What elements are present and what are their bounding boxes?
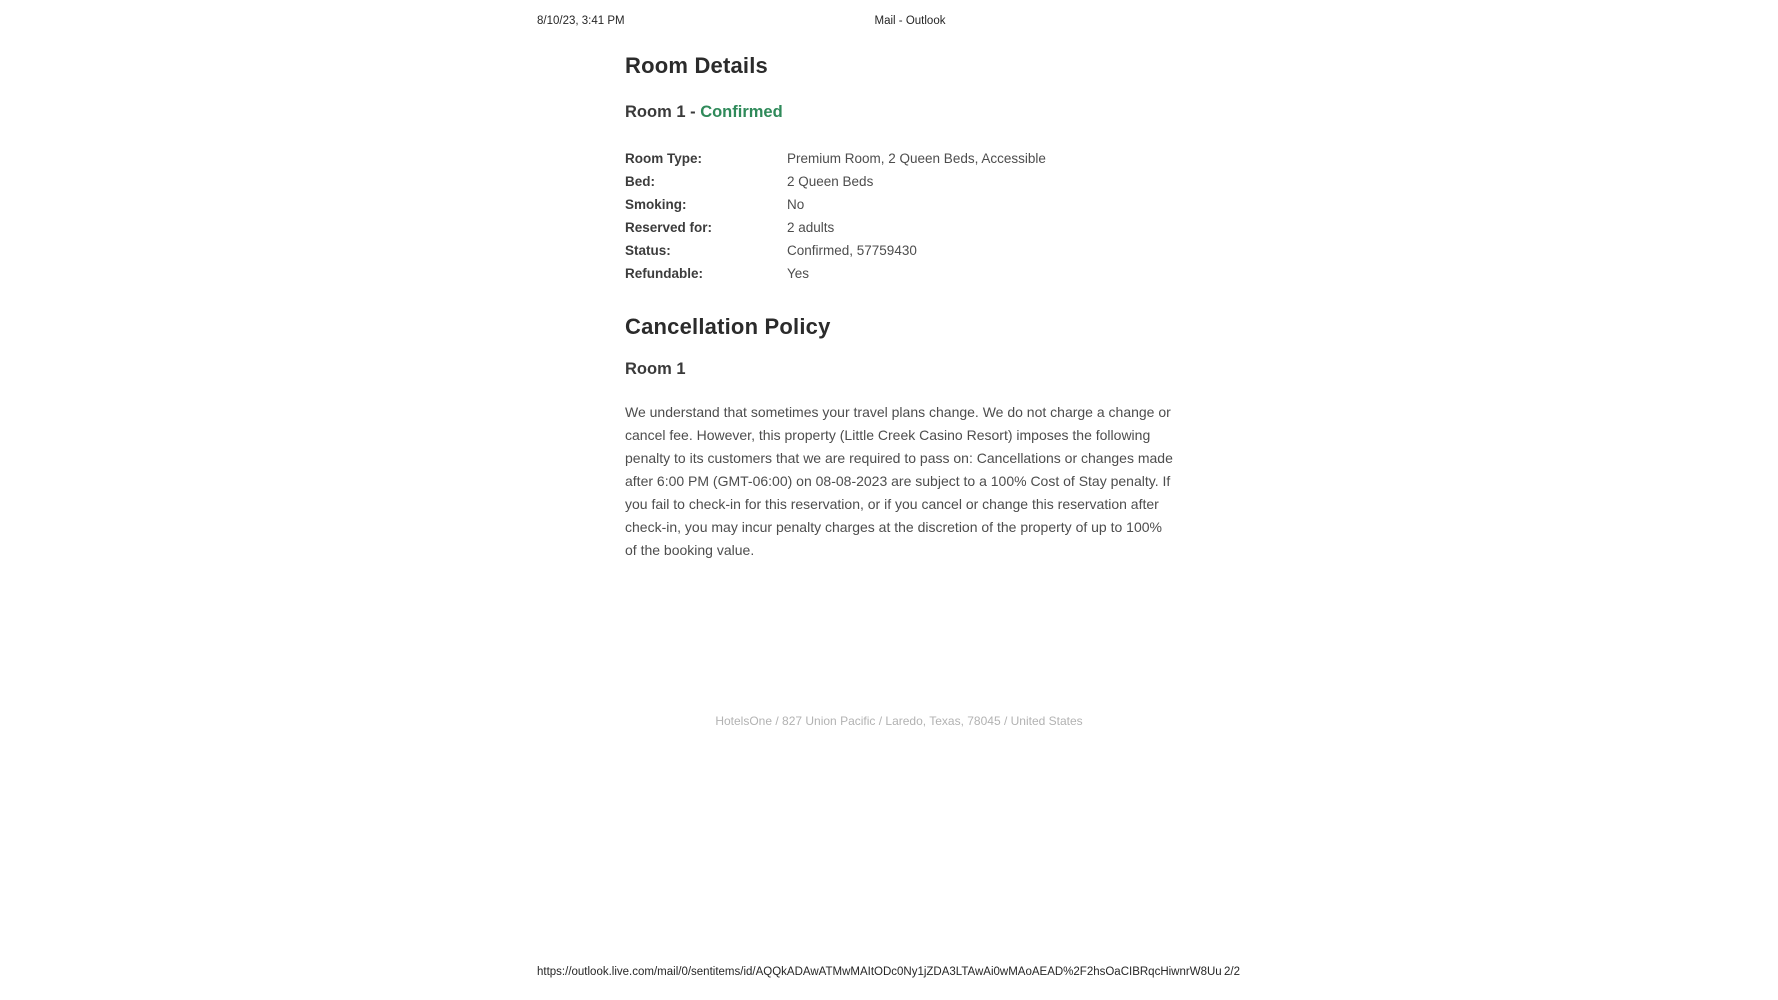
cancellation-policy-text: We understand that sometimes your travel plans change. We do not charge a change or cancel fee. However, this property (Little Creek Casino Resort) imposes the following penalty to its customers that we are required to pass on: Cancellations or changes made after 6:00 PM (GMT-06:00) on 08-08-2023 are subject to a 100% Cost of Stay penalty. If you fail to check-in for this reservation, or if you cancel or change this reservation after check-in, you may incur penalty charges at the discretion of the property of up to 100% of the booking value. (625, 404, 1173, 558)
table-row (625, 239, 1173, 262)
table-row (625, 147, 1173, 170)
room-status-heading-label: Room 1 - (625, 103, 696, 121)
field-label: Room Type: (625, 151, 702, 166)
cancellation-policy-heading: Cancellation Policy (625, 314, 831, 339)
cancellation-room-subheading: Room 1 (625, 360, 686, 378)
field-value: 2 adults (787, 220, 835, 235)
field-value: 2 Queen Beds (787, 174, 874, 189)
hotel-address-footer: HotelsOne / 827 Union Pacific / Laredo, Texas, 78045 / United States (715, 714, 1083, 728)
table-row (625, 193, 1173, 216)
field-label: Refundable: (625, 266, 704, 281)
field-value: Yes (787, 266, 810, 281)
field-value: No (787, 197, 805, 212)
field-value: Premium Room, 2 Queen Beds, Accessible (787, 151, 1046, 166)
table-row (625, 262, 1173, 285)
room-status-confirmed-text: Confirmed (700, 103, 783, 121)
room-status-heading (625, 103, 783, 122)
field-label: Reserved for: (625, 220, 713, 235)
field-value: Confirmed, 57759430 (787, 243, 917, 258)
field-label: Status: (625, 243, 671, 258)
room-details-heading: Room Details (625, 53, 768, 78)
print-header-datetime: 8/10/23, 3:41 PM (537, 15, 625, 27)
room-details-table (625, 147, 1173, 285)
field-label: Smoking: (625, 197, 687, 212)
print-footer-url: https://outlook.live.com/mail/0/sentitems/id/AQQkADAwATMwMAItODc0Ny1jZDA3LTAwAi0wMAoAEAD%2F2hsOaCIBRqcHiwnrW8Uu (537, 966, 1222, 978)
table-row (625, 216, 1173, 239)
table-row (625, 170, 1173, 193)
email-content (625, 0, 1173, 1000)
print-footer-page-number: 2/2 (1224, 966, 1240, 978)
field-label: Bed: (625, 174, 655, 189)
print-header-title: Mail - Outlook (874, 15, 946, 27)
